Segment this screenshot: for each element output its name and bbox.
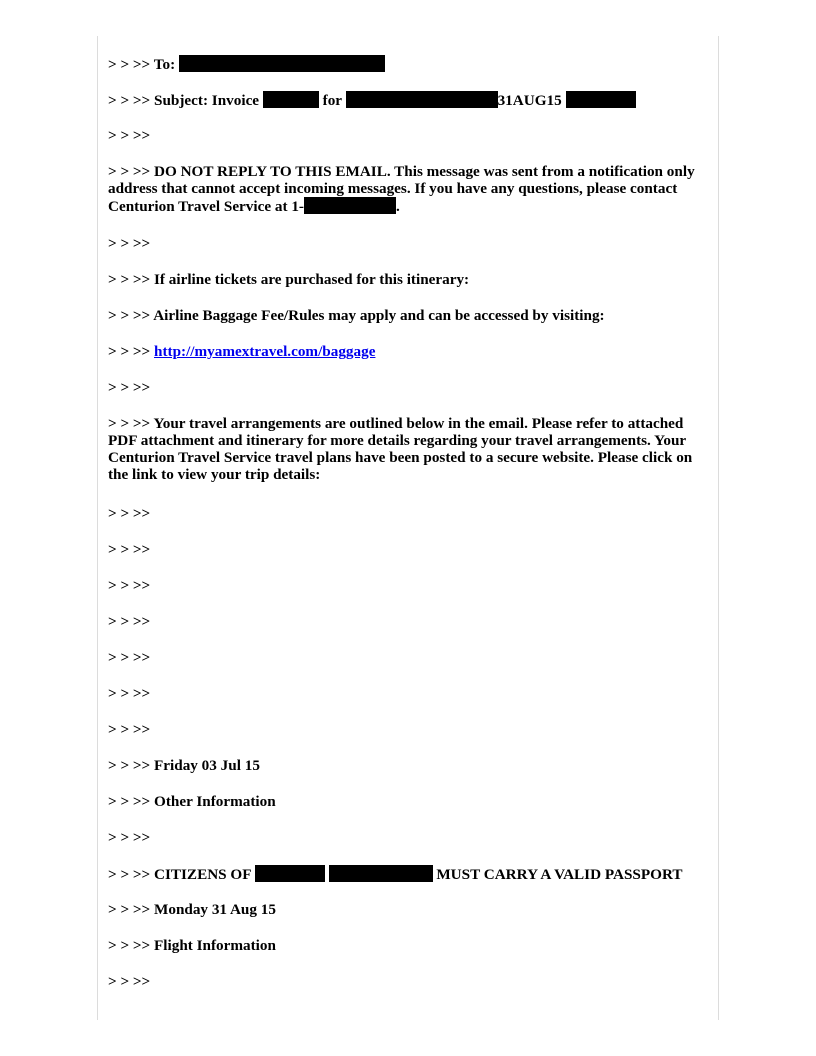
flight-information-line [108, 937, 710, 954]
subject-line [108, 91, 710, 109]
quote-line: > > >> [108, 577, 151, 594]
quote-line: > > >> [108, 541, 151, 558]
redacted-country-2 [329, 865, 433, 882]
redacted-invoice-number [263, 91, 319, 108]
quote-prefix: > > >> [108, 92, 151, 109]
baggage-link[interactable]: http://myamextravel.com/baggage [154, 343, 376, 360]
baggage-text: Airline Baggage Fee/Rules may apply and can be accessed by visiting: [153, 307, 605, 324]
baggage-line [108, 307, 710, 324]
quote-prefix: > > >> [108, 866, 151, 883]
quote-prefix: > > >> [108, 793, 151, 810]
do-not-reply-text: DO NOT REPLY TO THIS EMAIL. This message was sent from a notification only address that cannot accept incoming messages. If you have any questions, please contact Centurion Travel Service at 1- [108, 163, 695, 215]
quote-line: > > >> [108, 379, 151, 396]
airline-tickets-line [108, 271, 710, 288]
passport-notice-line [108, 865, 710, 883]
redacted-recipient [179, 55, 385, 72]
other-information-line [108, 793, 710, 810]
itinerary-date-1: Friday 03 Jul 15 [154, 757, 260, 774]
to-line [108, 55, 710, 73]
subject-for: for [322, 92, 342, 109]
quote-line: > > >> [108, 235, 151, 252]
quote-prefix: > > >> [108, 937, 151, 954]
date-line-1 [108, 757, 710, 774]
quote-line: > > >> [108, 829, 151, 846]
redacted-phone-number [304, 197, 396, 214]
redacted-subject-code [566, 91, 636, 108]
quote-line: > > >> [108, 649, 151, 666]
travel-arrangements-paragraph [108, 415, 710, 483]
quote-prefix: > > >> [108, 56, 151, 73]
left-page-border [97, 36, 98, 1020]
itinerary-date-2: Monday 31 Aug 15 [154, 901, 276, 918]
do-not-reply-end: . [396, 198, 400, 215]
travel-arrangements-text: Your travel arrangements are outlined below in the email. Please refer to attached PDF attachment and itinerary for more details regarding your travel arrangements. Your Centurion Travel Service travel plans have been posted to a secure website. Please click on the link to view your trip details: [108, 415, 693, 483]
do-not-reply-paragraph [108, 163, 710, 215]
quote-line: > > >> [108, 973, 151, 990]
quote-line: > > >> [108, 685, 151, 702]
quote-prefix: > > >> [108, 901, 151, 918]
quote-line: > > >> [108, 613, 151, 630]
quote-prefix: > > >> [108, 757, 151, 774]
quote-prefix: > > >> [108, 163, 151, 180]
baggage-link-line [108, 343, 710, 360]
quote-prefix: > > >> [108, 307, 151, 324]
quote-line: > > >> [108, 127, 151, 144]
citizens-of-text: CITIZENS OF [154, 866, 251, 883]
quote-prefix: > > >> [108, 415, 151, 432]
quote-line: > > >> [108, 721, 151, 738]
right-page-border [718, 36, 719, 1020]
to-label: To: [153, 56, 176, 73]
passport-requirement-text: MUST CARRY A VALID PASSPORT [436, 866, 683, 883]
quote-prefix: > > >> [108, 271, 151, 288]
subject-label: Subject: Invoice [154, 92, 260, 109]
quote-line: > > >> [108, 505, 151, 522]
subject-date: 31AUG15 [497, 92, 562, 109]
other-information-heading: Other Information [154, 793, 276, 810]
redacted-country-1 [255, 865, 325, 882]
redacted-traveler-name [346, 91, 498, 108]
quote-prefix: > > >> [108, 343, 151, 360]
date-line-2 [108, 901, 710, 918]
airline-tickets-text: If airline tickets are purchased for this itinerary: [154, 271, 470, 288]
flight-information-heading: Flight Information [154, 937, 276, 954]
